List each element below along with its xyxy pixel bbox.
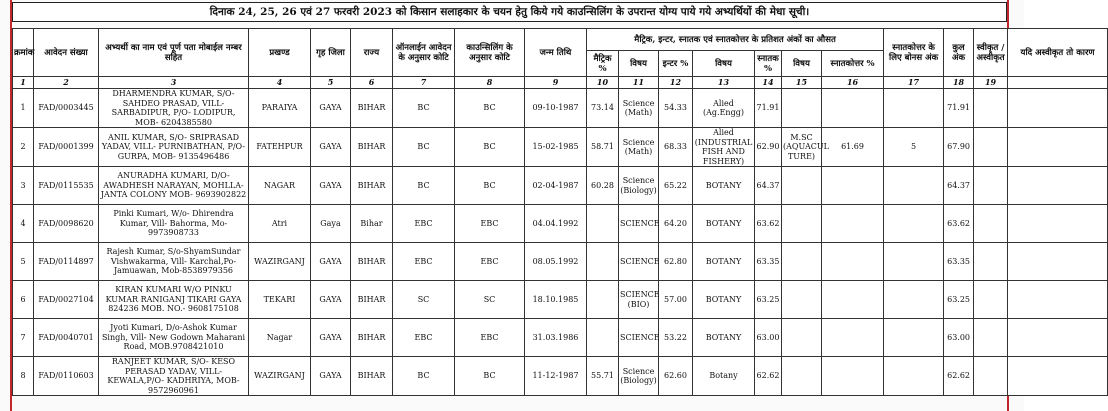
cell-total: 63.25 <box>944 281 974 319</box>
cell-counselling-category: EBC <box>455 205 525 243</box>
cell-pg-bonus <box>884 89 944 128</box>
header-grad-pct: स्नातक % <box>755 51 782 77</box>
cell-name: Rajesh Kumar, S/o-ShyamSundar Vishwakarma, Vill- Karchal,Po- Jamuawan, Mob-8538979356 <box>99 243 249 281</box>
cell-inter-subject: SCIENCE (BIO) <box>619 281 659 319</box>
cell-serial: 4 <box>13 205 34 243</box>
header-matric-pct: मैट्रिक % <box>587 51 619 77</box>
column-number-blank <box>1008 77 1108 89</box>
cell-block: FATEHPUR <box>249 128 311 167</box>
cell-total: 71.91 <box>944 89 974 128</box>
cell-district: GAYA <box>311 243 351 281</box>
cell-app-no: FAD/0110603 <box>34 357 99 396</box>
cell-pg-bonus <box>884 281 944 319</box>
cell-online-category: BC <box>393 167 455 205</box>
cell-inter-pct: 54.33 <box>659 89 693 128</box>
header-accepted: स्वीकृत /अस्वीकृत <box>974 29 1008 77</box>
cell-total: 64.37 <box>944 167 974 205</box>
cell-state: BIHAR <box>351 357 393 396</box>
header-row-1 <box>13 29 1108 51</box>
cell-accepted <box>974 89 1008 128</box>
cell-inter-pct: 65.22 <box>659 167 693 205</box>
cell-dob: 15-02-1985 <box>525 128 587 167</box>
cell-pg-subject <box>782 243 822 281</box>
cell-accepted <box>974 243 1008 281</box>
cell-block: WAZIRGANJ <box>249 357 311 396</box>
cell-total: 67.90 <box>944 128 974 167</box>
cell-name: DHARMENDRA KUMAR, S/O- SAHDEO PRASAD, VILL- SARBADIPUR, P/O- LODIPUR, MOB- 6204385580 <box>99 89 249 128</box>
cell-grad-subject: BOTANY <box>693 319 755 357</box>
cell-matric-pct <box>587 319 619 357</box>
column-number: 17 <box>884 77 944 89</box>
cell-app-no: FAD/0001399 <box>34 128 99 167</box>
cell-district: GAYA <box>311 357 351 396</box>
cell-grad-subject: BOTANY <box>693 167 755 205</box>
cell-accepted <box>974 167 1008 205</box>
cell-matric-pct <box>587 243 619 281</box>
cell-pg-subject <box>782 205 822 243</box>
cell-online-category: BC <box>393 128 455 167</box>
cell-reason <box>1008 243 1108 281</box>
cell-serial: 7 <box>13 319 34 357</box>
cell-counselling-category: BC <box>455 357 525 396</box>
header-name: अभ्यर्थी का नाम एवं पूर्ण पता मोबाईल नम्बर सहित <box>99 29 249 77</box>
cell-state: BIHAR <box>351 167 393 205</box>
cell-name: RANJEET KUMAR, S/O- KESO PERASAD YADAV, VILL- KEWALA,P/O- KADHRIYA, MOB- 9572960961 <box>99 357 249 396</box>
cell-serial: 5 <box>13 243 34 281</box>
header-online-category: ऑनलाईन आवेदन के अनुसार कोटि <box>393 29 455 77</box>
cell-district: GAYA <box>311 319 351 357</box>
cell-pg-subject <box>782 319 822 357</box>
page-title: दिनाक 24, 25, 26 एवं 27 फरवरी 2023 को किसान सलाहकार के चयन हेतु किये गये काउन्सिलिंग के उपरान्त योग्य पाये गये अभ्यर्थियों की मेधा सूची। <box>12 2 1007 22</box>
column-number-row <box>13 77 1108 89</box>
cell-online-category: EBC <box>393 243 455 281</box>
header-serial: क्रमांक <box>13 29 34 77</box>
cell-counselling-category: BC <box>455 128 525 167</box>
cell-dob: 08.05.1992 <box>525 243 587 281</box>
cell-pg-pct <box>822 319 884 357</box>
cell-pg-subject: M.SC (AQUACUL TURE) <box>782 128 822 167</box>
cell-inter-subject: Science (Biology) <box>619 357 659 396</box>
header-marks-group: मैट्रिक, इन्टर, स्नातक एवं स्नातकोत्तर के प्रतिशत अंकों का औसत <box>587 29 884 51</box>
cell-counselling-category: BC <box>455 167 525 205</box>
cell-dob: 04.04.1992 <box>525 205 587 243</box>
cell-online-category: SC <box>393 281 455 319</box>
header-app-no: आवेदन संख्या <box>34 29 99 77</box>
column-number: 10 <box>587 77 619 89</box>
cell-pg-pct <box>822 167 884 205</box>
cell-dob: 31.03.1986 <box>525 319 587 357</box>
column-number: 14 <box>755 77 782 89</box>
column-number: 3 <box>99 77 249 89</box>
cell-name: Jyoti Kumari, D/o-Ashok Kumar Singh, Vill- New Godown Maharani Road, MOB.9708421010 <box>99 319 249 357</box>
cell-block: Atri <box>249 205 311 243</box>
header-pg-subject: विषय <box>782 51 822 77</box>
column-number: 7 <box>393 77 455 89</box>
cell-grad-pct: 62.62 <box>755 357 782 396</box>
cell-accepted <box>974 205 1008 243</box>
cell-online-category: BC <box>393 357 455 396</box>
cell-pg-subject <box>782 167 822 205</box>
cell-pg-subject <box>782 89 822 128</box>
cell-online-category: BC <box>393 89 455 128</box>
column-number: 2 <box>34 77 99 89</box>
cell-matric-pct: 58.71 <box>587 128 619 167</box>
cell-name: Pinki Kumari, W/o- Dhirendra Kumar, Vill- Bahorma, Mo- 9973908733 <box>99 205 249 243</box>
cell-accepted <box>974 128 1008 167</box>
cell-block: NAGAR <box>249 167 311 205</box>
cell-pg-pct <box>822 243 884 281</box>
cell-pg-pct <box>822 205 884 243</box>
cell-inter-subject: Science (Math) <box>619 89 659 128</box>
cell-app-no: FAD/0003445 <box>34 89 99 128</box>
column-number: 4 <box>249 77 311 89</box>
column-number: 9 <box>525 77 587 89</box>
cell-district: GAYA <box>311 128 351 167</box>
cell-inter-pct: 68.33 <box>659 128 693 167</box>
cell-district: GAYA <box>311 89 351 128</box>
column-number: 8 <box>455 77 525 89</box>
cell-inter-pct: 62.60 <box>659 357 693 396</box>
cell-reason <box>1008 128 1108 167</box>
cell-counselling-category: BC <box>455 89 525 128</box>
cell-matric-pct: 60.28 <box>587 167 619 205</box>
cell-block: TEKARI <box>249 281 311 319</box>
cell-state: Bihar <box>351 205 393 243</box>
header-home-district: गृह जिला <box>311 29 351 77</box>
cell-pg-subject <box>782 357 822 396</box>
header-dob: जन्म तिथि <box>525 29 587 77</box>
cell-app-no: FAD/0040701 <box>34 319 99 357</box>
cell-serial: 3 <box>13 167 34 205</box>
cell-state: BIHAR <box>351 128 393 167</box>
cell-grad-subject: Botany <box>693 357 755 396</box>
cell-dob: 11-12-1987 <box>525 357 587 396</box>
cell-pg-pct <box>822 89 884 128</box>
table-row <box>13 243 1108 281</box>
cell-counselling-category: EBC <box>455 319 525 357</box>
cell-total: 63.00 <box>944 319 974 357</box>
cell-counselling-category: SC <box>455 281 525 319</box>
header-pg-bonus: स्नातकोत्तर के लिए बोनस अंक <box>884 29 944 77</box>
cell-matric-pct <box>587 205 619 243</box>
column-number: 1 <box>13 77 34 89</box>
header-pg-pct: स्नातकोत्तर % <box>822 51 884 77</box>
cell-grad-pct: 64.37 <box>755 167 782 205</box>
table-body <box>13 77 1108 396</box>
column-number: 5 <box>311 77 351 89</box>
cell-state: BIHAR <box>351 281 393 319</box>
cell-accepted <box>974 319 1008 357</box>
cell-serial: 6 <box>13 281 34 319</box>
cell-grad-subject: Alied (Ag.Engg) <box>693 89 755 128</box>
header-total: कुल अंक <box>944 29 974 77</box>
cell-grad-pct: 63.25 <box>755 281 782 319</box>
cell-app-no: FAD/0027104 <box>34 281 99 319</box>
header-inter-pct: इन्टर % <box>659 51 693 77</box>
cell-app-no: FAD/0098620 <box>34 205 99 243</box>
cell-state: BIHAR <box>351 89 393 128</box>
cell-grad-subject: BOTANY <box>693 243 755 281</box>
table-row <box>13 319 1108 357</box>
cell-grad-subject: Alied (INDUSTRIAL FISH AND FISHERY) <box>693 128 755 167</box>
cell-matric-pct <box>587 281 619 319</box>
cell-dob: 02-04-1987 <box>525 167 587 205</box>
column-number: 18 <box>944 77 974 89</box>
cell-grad-pct: 63.35 <box>755 243 782 281</box>
table-row <box>13 281 1108 319</box>
cell-name: KIRAN KUMARI W/O PINKU KUMAR RANIGANJ TIKARI GAYA 824236 MOB. NO.- 9608175108 <box>99 281 249 319</box>
cell-pg-bonus <box>884 167 944 205</box>
cell-pg-pct <box>822 281 884 319</box>
merit-list-table <box>12 28 1108 396</box>
cell-grad-pct: 63.62 <box>755 205 782 243</box>
column-number: 16 <box>822 77 884 89</box>
header-reason: यदि अस्वीकृत तो कारण <box>1008 29 1108 77</box>
cell-total: 62.62 <box>944 357 974 396</box>
cell-reason <box>1008 205 1108 243</box>
cell-state: BIHAR <box>351 243 393 281</box>
cell-accepted <box>974 281 1008 319</box>
cell-inter-subject: Science (Math) <box>619 128 659 167</box>
cell-reason <box>1008 319 1108 357</box>
cell-state: BIHAR <box>351 319 393 357</box>
cell-reason <box>1008 357 1108 396</box>
cell-inter-subject: SCIENCE <box>619 205 659 243</box>
cell-name: ANIL KUMAR, S/O- SRIPRASAD YADAV, VILL- PURNIBATHAN, P/O- GURPA, MOB- 9135496486 <box>99 128 249 167</box>
cell-reason <box>1008 167 1108 205</box>
header-counselling-category: काउन्सिलिंग के अनुसार कोटि <box>455 29 525 77</box>
table-row <box>13 205 1108 243</box>
cell-dob: 09-10-1987 <box>525 89 587 128</box>
column-number: 6 <box>351 77 393 89</box>
cell-serial: 1 <box>13 89 34 128</box>
cell-grad-pct: 71.91 <box>755 89 782 128</box>
cell-grad-pct: 62.90 <box>755 128 782 167</box>
cell-dob: 18.10.1985 <box>525 281 587 319</box>
cell-serial: 2 <box>13 128 34 167</box>
column-number: 11 <box>619 77 659 89</box>
cell-app-no: FAD/0115535 <box>34 167 99 205</box>
cell-district: Gaya <box>311 205 351 243</box>
cell-block: Nagar <box>249 319 311 357</box>
cell-inter-pct: 62.80 <box>659 243 693 281</box>
cell-matric-pct: 73.14 <box>587 89 619 128</box>
cell-counselling-category: EBC <box>455 243 525 281</box>
cell-pg-bonus <box>884 243 944 281</box>
cell-total: 63.62 <box>944 205 974 243</box>
cell-district: GAYA <box>311 281 351 319</box>
cell-inter-subject: Science (Biology) <box>619 167 659 205</box>
cell-district: GAYA <box>311 167 351 205</box>
table-row <box>13 89 1108 128</box>
table-row <box>13 128 1108 167</box>
cell-app-no: FAD/0114897 <box>34 243 99 281</box>
cell-inter-pct: 57.00 <box>659 281 693 319</box>
column-number: 19 <box>974 77 1008 89</box>
cell-grad-subject: BOTANY <box>693 281 755 319</box>
cell-accepted <box>974 357 1008 396</box>
cell-pg-bonus <box>884 205 944 243</box>
cell-online-category: EBC <box>393 205 455 243</box>
cell-pg-pct <box>822 357 884 396</box>
cell-grad-subject: BOTANY <box>693 205 755 243</box>
cell-block: PARAIYA <box>249 89 311 128</box>
cell-inter-subject: SCIENCE <box>619 319 659 357</box>
cell-pg-subject <box>782 281 822 319</box>
cell-inter-pct: 53.22 <box>659 319 693 357</box>
column-number: 12 <box>659 77 693 89</box>
cell-online-category: EBC <box>393 319 455 357</box>
cell-pg-pct: 61.69 <box>822 128 884 167</box>
cell-reason <box>1008 89 1108 128</box>
table-row <box>13 167 1108 205</box>
cell-inter-pct: 64.20 <box>659 205 693 243</box>
cell-pg-bonus <box>884 319 944 357</box>
cell-grad-pct: 63.00 <box>755 319 782 357</box>
cell-matric-pct: 55.71 <box>587 357 619 396</box>
table-row <box>13 357 1108 396</box>
header-state: राज्य <box>351 29 393 77</box>
cell-serial: 8 <box>13 357 34 396</box>
cell-reason <box>1008 281 1108 319</box>
cell-total: 63.35 <box>944 243 974 281</box>
header-inter-subject: विषय <box>619 51 659 77</box>
cell-block: WAZIRGANJ <box>249 243 311 281</box>
column-number: 15 <box>782 77 822 89</box>
cell-inter-subject: SCIENCE <box>619 243 659 281</box>
cell-name: ANURADHA KUMARI, D/O- AWADHESH NARAYAN, MOHLLA- JANTA COLONY MOB- 9693902822 <box>99 167 249 205</box>
column-number: 13 <box>693 77 755 89</box>
header-grad-subject: विषय <box>693 51 755 77</box>
cell-pg-bonus: 5 <box>884 128 944 167</box>
header-block: प्रखण्ड <box>249 29 311 77</box>
cell-pg-bonus <box>884 357 944 396</box>
